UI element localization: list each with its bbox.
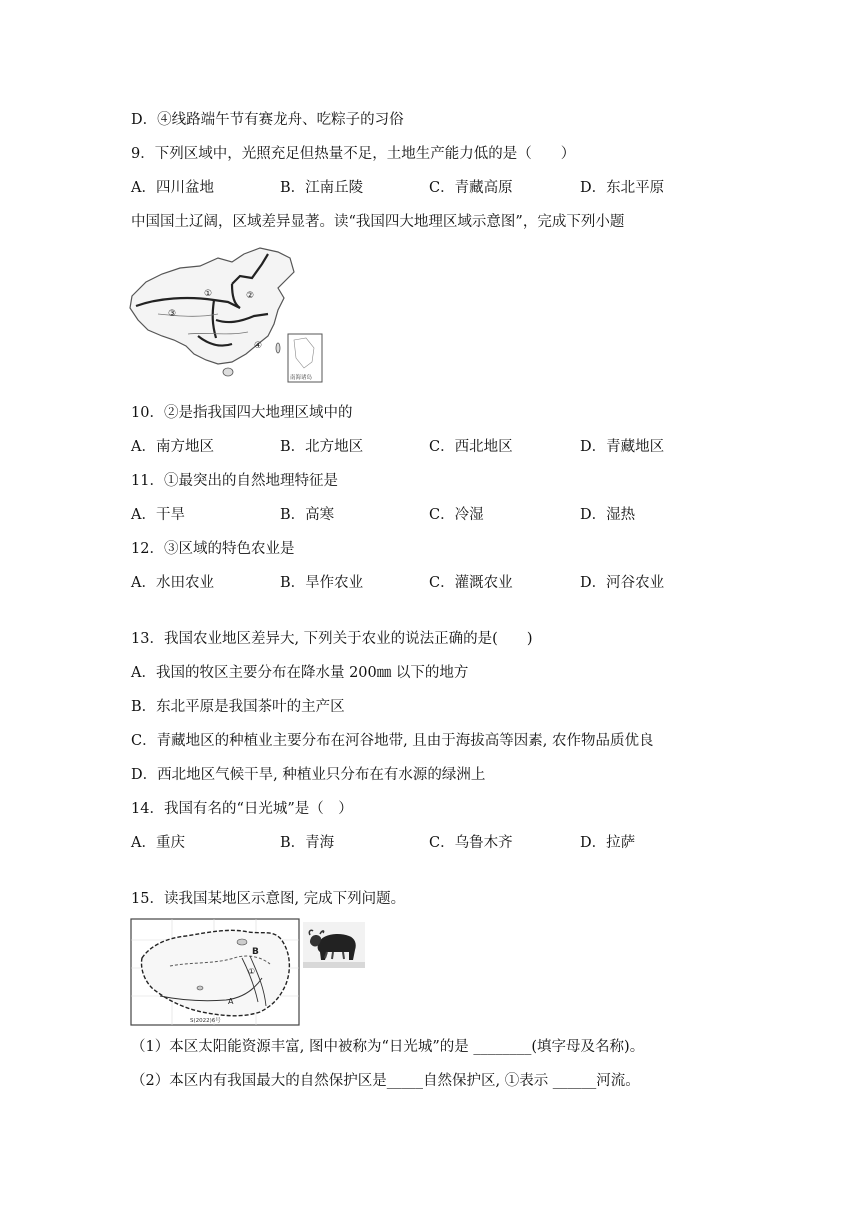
map1-label-2: ② bbox=[246, 291, 255, 301]
q14-options bbox=[131, 833, 731, 853]
map2-label-b: B bbox=[252, 947, 259, 957]
q9-stem: 9．下列区域中，光照充足但热量不足，土地生产能力低的是（ ） bbox=[131, 146, 576, 162]
q11-stem: 11．①最突出的自然地理特征是 bbox=[131, 473, 338, 489]
q14-stem: 14．我国有名的“日光城”是（ ） bbox=[131, 801, 353, 817]
q12-option-d: D．河谷农业 bbox=[580, 575, 665, 591]
q15-stem: 15．读我国某地区示意图, 完成下列问题。 bbox=[131, 891, 406, 907]
q11-option-c: C．冷湿 bbox=[429, 507, 484, 523]
q13-option-d: D．西北地区气候干旱, 种植业只分布在有水源的绿洲上 bbox=[131, 767, 486, 783]
map2-scale-text: S(2022)6号 bbox=[190, 1018, 221, 1024]
q10-stem: 10．②是指我国四大地理区域中的 bbox=[131, 405, 353, 421]
q14-option-c: C．乌鲁木齐 bbox=[429, 835, 513, 851]
q11-option-a: A．干旱 bbox=[131, 507, 185, 523]
q9-option-c: C．青藏高原 bbox=[429, 180, 513, 196]
map1-inset-label: 南海诸岛 bbox=[290, 375, 313, 381]
map2-label-a: A bbox=[228, 997, 234, 1006]
qinghai-tibet-map bbox=[130, 918, 300, 1026]
map2-label-1: ① bbox=[248, 967, 256, 976]
map1-label-1: ① bbox=[204, 289, 213, 299]
q12-option-a: A．水田农业 bbox=[131, 575, 214, 591]
map1-label-3: ③ bbox=[168, 309, 177, 319]
q9-option-d: D．东北平原 bbox=[580, 180, 665, 196]
q13-option-c: C．青藏地区的种植业主要分布在河谷地带, 且由于海拔高等因素, 农作物品质优良 bbox=[131, 733, 654, 749]
q14-option-d: D．拉萨 bbox=[580, 835, 636, 851]
passage-intro: 中国国土辽阔，区域差异显著。读“我国四大地理区域示意图”，完成下列小题 bbox=[131, 214, 625, 230]
q14-option-b: B．青海 bbox=[280, 835, 335, 851]
q13-option-a: A．我国的牧区主要分布在降水量 200㎜ 以下的地方 bbox=[131, 665, 469, 681]
q10-option-a: A．南方地区 bbox=[131, 439, 214, 455]
q11-option-b: B．高寒 bbox=[280, 507, 335, 523]
q10-options bbox=[131, 437, 731, 457]
q9-option-a: A．四川盆地 bbox=[131, 180, 214, 196]
q12-option-b: B．旱作农业 bbox=[280, 575, 364, 591]
china-regions-map bbox=[128, 244, 328, 384]
q12-option-c: C．灌溉农业 bbox=[429, 575, 513, 591]
q14-option-a: A．重庆 bbox=[131, 835, 185, 851]
q15-sub1: （1）本区太阳能资源丰富, 图中被称为“日光城”的是 ________(填字母及名称)。 bbox=[131, 1039, 645, 1055]
q8-option-d: D．④线路端午节有赛龙舟、吃粽子的习俗 bbox=[131, 112, 404, 128]
map1-label-4: ④ bbox=[254, 341, 263, 351]
q11-option-d: D．湿热 bbox=[580, 507, 636, 523]
q12-options bbox=[131, 573, 731, 593]
q15-sub2: （2）本区内有我国最大的自然保护区是_____自然保护区, ①表示 ______河流。 bbox=[131, 1073, 640, 1089]
yak-image bbox=[303, 922, 365, 968]
q9-option-b: B．江南丘陵 bbox=[280, 180, 364, 196]
q10-option-b: B．北方地区 bbox=[280, 439, 364, 455]
q13-option-b: B．东北平原是我国茶叶的主产区 bbox=[131, 699, 345, 715]
q12-stem: 12．③区域的特色农业是 bbox=[131, 541, 295, 557]
q11-options bbox=[131, 505, 731, 525]
q9-options bbox=[131, 178, 731, 198]
q10-option-d: D．青藏地区 bbox=[580, 439, 665, 455]
q10-option-c: C．西北地区 bbox=[429, 439, 513, 455]
china-outline bbox=[130, 248, 294, 364]
q13-stem: 13．我国农业地区差异大, 下列关于农业的说法正确的是( ) bbox=[131, 631, 533, 647]
